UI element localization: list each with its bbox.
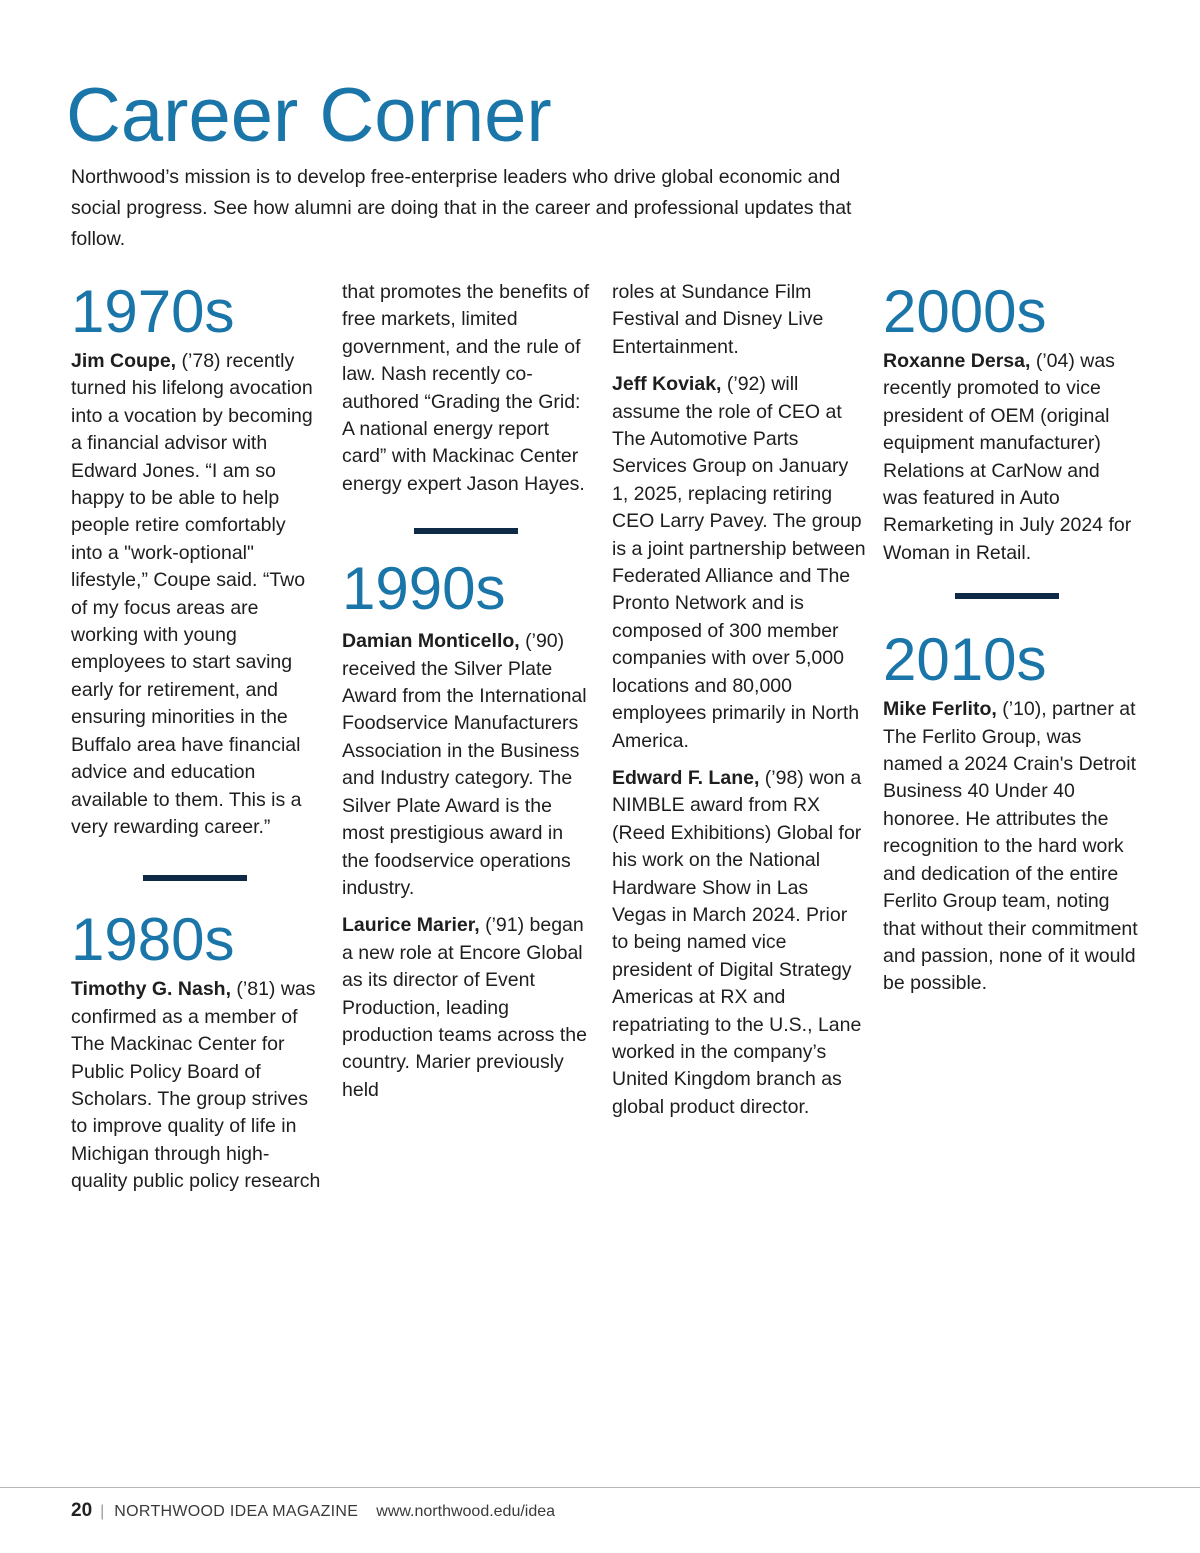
magazine-url[interactable]: www.northwood.edu/idea bbox=[376, 1503, 556, 1520]
alumni-entry bbox=[71, 976, 321, 1195]
column-1 bbox=[71, 279, 321, 1196]
alumni-entry bbox=[342, 912, 592, 1104]
page-title: Career Corner bbox=[66, 73, 552, 158]
alumni-name: Timothy G. Nash, bbox=[71, 978, 231, 1001]
alumni-entry bbox=[71, 348, 321, 841]
alumni-update: (’10), partner at The Ferlito Group, was named a 2024 Crain's Detroit Business 40 Under 40 honoree. He attributes the recognition to the hard work and dedication of the entire Ferlito Group team, noting that without their commitment and passion, none of it would be possible. bbox=[883, 698, 1138, 995]
alumni-entry bbox=[612, 765, 867, 1121]
alumni-entry bbox=[342, 628, 592, 902]
alumni-entry bbox=[883, 696, 1138, 997]
decade-heading-1990s: 1990s bbox=[342, 555, 506, 623]
page-footer bbox=[71, 1498, 555, 1524]
footer-separator: | bbox=[100, 1503, 105, 1520]
alumni-name: Jeff Koviak, bbox=[612, 373, 722, 396]
decade-heading-2010s: 2010s bbox=[883, 626, 1047, 694]
alumni-name: Mike Ferlito, bbox=[883, 698, 997, 721]
section-divider bbox=[414, 528, 518, 534]
alumni-update: (’81) was confirmed as a member of The Mackinac Center for Public Policy Board of Scholars. The group strives to improve quality of life in Michigan through high-quality public policy research bbox=[71, 978, 321, 1193]
alumni-update: (’98) won a NIMBLE award from RX (Reed Exhibitions) Global for his work on the National Hardware Show in Las Vegas in March 2024. Prior to being named vice president of Digital Strategy Americas at RX and repatriating to the U.S., Lane worked in the company’s United Kingdom branch as global product director. bbox=[612, 766, 862, 1118]
decade-heading-1970s: 1970s bbox=[71, 278, 235, 345]
alumni-name: Damian Monticello, bbox=[342, 630, 520, 653]
alumni-entry bbox=[612, 371, 867, 755]
alumni-entry-continued: roles at Sundance Film Festival and Disney Live Entertainment. bbox=[612, 281, 824, 358]
column-2 bbox=[342, 279, 592, 1104]
column-4 bbox=[883, 279, 1138, 998]
page-number: 20 bbox=[71, 1500, 93, 1521]
alumni-update: (’04) was recently promoted to vice president of OEM (original equipment manufacturer) Relations at CarNow and was featured in Auto Remarketing in July 2024 for Woman in Retail. bbox=[883, 350, 1132, 564]
alumni-name: Roxanne Dersa, bbox=[883, 350, 1031, 372]
alumni-entry-continued: that promotes the benefits of free markets, limited government, and the rule of law. Nash recently co-authored “Grading the Grid: A national energy report card” with Mackinac Center energy expert Jason Hayes. bbox=[342, 281, 590, 495]
alumni-update: (’91) began a new role at Encore Global as its director of Event Production, leading production teams across the country. Marier previously held bbox=[342, 914, 587, 1101]
column-3 bbox=[612, 279, 867, 1121]
alumni-name: Jim Coupe, bbox=[71, 350, 177, 372]
decade-heading-1980s: 1980s bbox=[71, 906, 235, 974]
alumni-name: Edward F. Lane, bbox=[612, 766, 760, 789]
intro-paragraph: Northwood’s mission is to develop free-enterprise leaders who drive global economic and social progress. See how alumni are doing that in the career and professional updates that follow. bbox=[71, 166, 852, 250]
magazine-name: NORTHWOOD IDEA MAGAZINE bbox=[114, 1503, 359, 1520]
decade-heading-2000s: 2000s bbox=[883, 278, 1047, 345]
alumni-entry bbox=[883, 348, 1138, 567]
footer-divider bbox=[0, 1487, 1200, 1488]
alumni-update: (’78) recently turned his lifelong avocation into a vocation by becoming a financial advisor with Edward Jones. “I am so happy to be able to help people retire comfortably into a "work-optional" lifestyle,” Coupe said. “Two of my focus areas are working with young employees to start saving early for retirement, and ensuring minorities in the Buffalo area have financial advice and education available to them. This is a very rewarding career.” bbox=[71, 350, 313, 838]
alumni-name: Laurice Marier, bbox=[342, 914, 480, 937]
alumni-update: (’90) received the Silver Plate Award from the International Foodservice Manufacturers Association in the Business and Industry category. The Silver Plate Award is the most prestigious award in the foodservice operations industry. bbox=[342, 630, 587, 899]
section-divider bbox=[955, 593, 1059, 599]
section-divider bbox=[143, 875, 247, 881]
alumni-update: (’92) will assume the role of CEO at The Automotive Parts Services Group on January 1, 2025, replacing retiring CEO Larry Pavey. The group is a joint partnership between Federated Alliance and The Pronto Network and is composed of 300 member companies with over 5,000 locations and 80,000 employees primarily in North America. bbox=[612, 373, 866, 752]
